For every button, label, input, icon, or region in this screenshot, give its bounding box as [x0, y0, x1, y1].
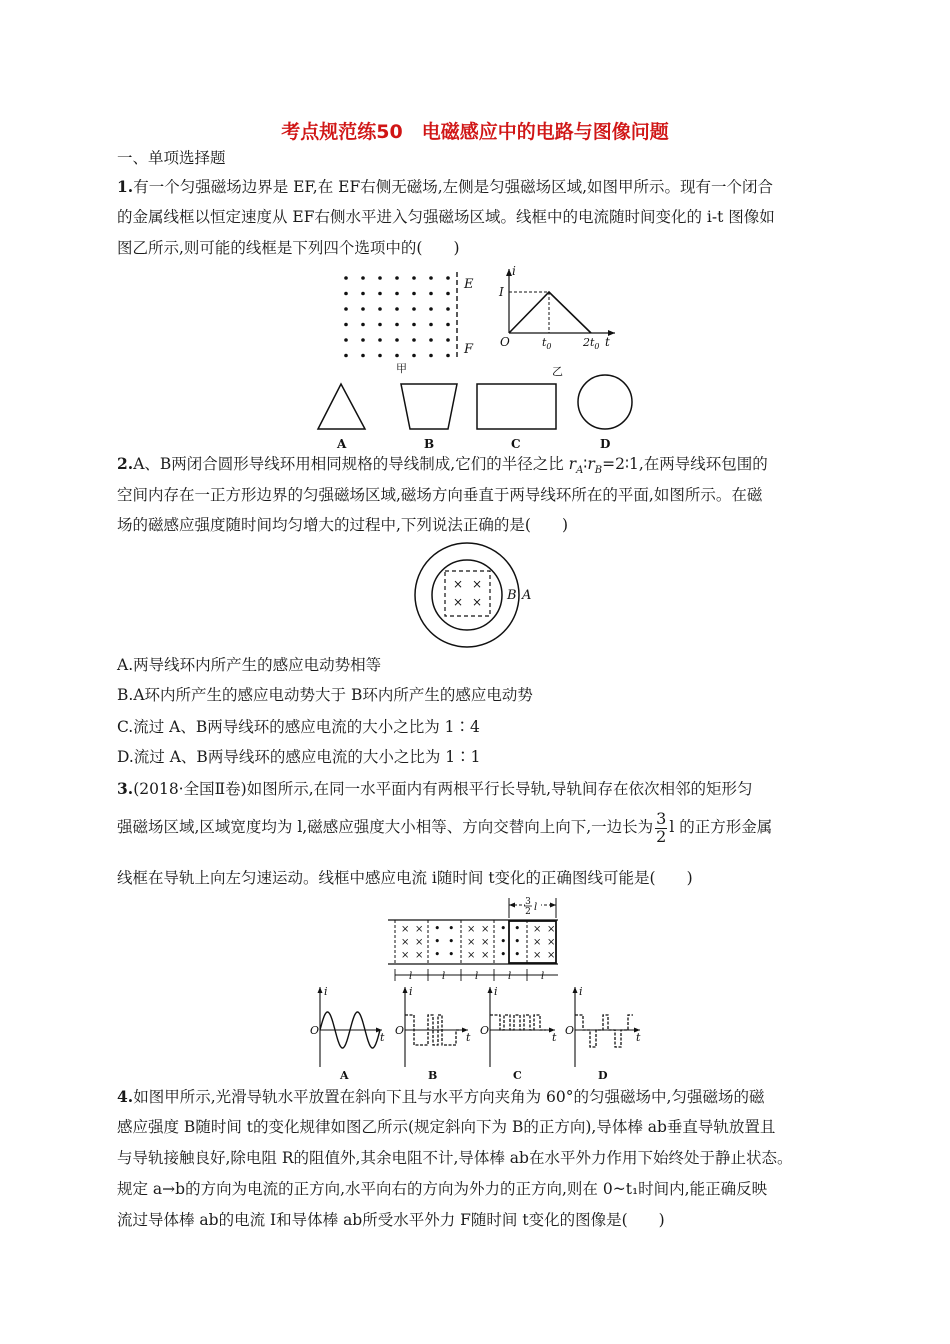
svg-text:t: t [466, 1031, 471, 1044]
option-d-label: D [600, 437, 611, 451]
peak-label: I [499, 285, 504, 299]
graph-c [480, 985, 557, 1082]
field-dot [429, 276, 433, 280]
svg-text:t: t [636, 1031, 641, 1044]
frame-l: l [534, 902, 538, 913]
field-dot [361, 354, 365, 358]
q4-line-4: 规定 a→b的方向为电流的正方向,水平向右的方向为外力的正方向,则在 0~t₁时间内,能正确反映 [117, 1180, 768, 1198]
option-a-label: A [337, 437, 347, 451]
q2-line-1: 2.A、B两闭合圆形导线环用相同规格的导线制成,它们的半径之比 $r_A∶r_B=2∶1$,在两导线环包围的 [117, 454, 768, 477]
label-f: F [464, 342, 474, 357]
field-cross-mark: × [547, 937, 556, 948]
field-dot [344, 276, 348, 280]
field-dot-mark: • [434, 948, 441, 961]
q2-number: 2. [117, 454, 134, 473]
field-dot [378, 292, 382, 296]
field-dot [446, 307, 450, 311]
q3-line-1: 3.(2018·全国Ⅱ卷)如图所示,在同一水平面内有两根平行长导轨,导轨间存在依次相邻的矩形匀 [117, 779, 753, 798]
field-dot [378, 323, 382, 327]
2t0-label: 2t [583, 336, 595, 349]
origin-label: O [500, 335, 510, 349]
field-dot [344, 338, 348, 342]
field-cross-mark: × [533, 937, 542, 948]
field-dot-mark: • [514, 935, 521, 948]
q2-line-2: 空间内存在一正方形边界的匀强磁场区域,磁场方向垂直于两导线环所在的平面,如图所示。在磁 [117, 486, 763, 504]
field-dot [361, 276, 365, 280]
field-dot-mark: • [434, 935, 441, 948]
svg-text:O: O [310, 1024, 320, 1037]
field-dot-mark: • [448, 935, 455, 948]
field-dot [378, 338, 382, 342]
cross-mark: × [472, 577, 483, 591]
rectangle-shape [477, 384, 556, 429]
field-cross-mark: × [481, 950, 490, 961]
field-dot-mark: • [448, 948, 455, 961]
width-label: l [409, 971, 413, 982]
svg-text:O: O [395, 1024, 405, 1037]
q4-number: 4. [117, 1087, 134, 1106]
ring-b-label: B [507, 588, 517, 603]
field-dot [412, 307, 416, 311]
field-dot [429, 354, 433, 358]
field-cross-mark: × [481, 924, 490, 935]
svg-text:C: C [513, 1069, 522, 1082]
fraction-3-2: $\frac{3}{2}$ [656, 808, 667, 846]
svg-text:i: i [324, 985, 328, 998]
q2-line-3: 场的磁感应强度随时间均匀增大的过程中,下列说法正确的是( ) [117, 516, 569, 534]
field-cross-mark: × [467, 924, 476, 935]
field-dot [412, 338, 416, 342]
circle-shape [578, 375, 632, 429]
field-dot [395, 307, 399, 311]
field-dot [361, 323, 365, 327]
q3-figure-strip [388, 893, 563, 988]
axis-i-label: i [512, 264, 516, 278]
svg-text:O: O [480, 1024, 490, 1037]
q2-option-d: D.流过 A、B两导线环的感应电流的大小之比为 1∶1 [117, 748, 481, 766]
frame-frac-den: 2 [525, 907, 531, 917]
field-dot [361, 307, 365, 311]
field-dot [429, 292, 433, 296]
field-dot [344, 354, 348, 358]
option-b-label: B [424, 437, 435, 451]
width-label: l [442, 971, 446, 982]
section-heading: 一、单项选择题 [117, 149, 226, 167]
field-cross-mark: × [481, 937, 490, 948]
field-dot [412, 292, 416, 296]
svg-text:t: t [552, 1031, 557, 1044]
graph-b [395, 985, 471, 1082]
field-dot [446, 323, 450, 327]
width-label: l [541, 971, 545, 982]
field-cross-mark: × [533, 950, 542, 961]
field-dot [361, 338, 365, 342]
field-dot [395, 292, 399, 296]
field-dot [429, 323, 433, 327]
field-cross-mark: × [415, 937, 424, 948]
q1-figure-it-graph [497, 265, 622, 380]
field-dot-mark: • [500, 935, 507, 948]
axis-t-label: t [605, 335, 610, 349]
q2-figure-rings [413, 541, 543, 649]
q1-options-shapes [310, 376, 640, 452]
q1-number: 1. [117, 177, 134, 196]
field-dot-mark: • [500, 948, 507, 961]
q1-line-3: 图乙所示,则可能的线框是下列四个选项中的( ) [117, 239, 460, 257]
field-dot [412, 323, 416, 327]
field-dot-mark: • [434, 922, 441, 935]
field-dot [446, 338, 450, 342]
field-dot [395, 323, 399, 327]
field-dot-mark: • [500, 922, 507, 935]
field-dot [395, 276, 399, 280]
width-label: l [475, 971, 479, 982]
trapezoid-shape [401, 384, 457, 429]
field-dot [412, 276, 416, 280]
field-dot-mark: • [514, 948, 521, 961]
svg-text:D: D [598, 1069, 608, 1082]
field-cross-mark: × [401, 924, 410, 935]
q1-line-1: 1.有一个匀强磁场边界是 EF,在 EF右侧无磁场,左侧是匀强磁场区域,如图甲所示。现有一个闭合 [117, 177, 774, 196]
field-dot [378, 354, 382, 358]
field-dot-mark: • [514, 922, 521, 935]
svg-text:2t0: $2t_0$ [583, 336, 600, 351]
field-dot [446, 276, 450, 280]
q2-option-a: A.两导线环内所产生的感应电动势相等 [117, 656, 382, 674]
field-cross-mark: × [415, 924, 424, 935]
field-cross-mark: × [533, 924, 542, 935]
option-c-label: C [511, 437, 521, 451]
field-dot-mark: • [448, 922, 455, 935]
field-dot [446, 292, 450, 296]
field-cross-mark: × [415, 950, 424, 961]
svg-text:B: B [428, 1069, 438, 1082]
field-cross-mark: × [547, 924, 556, 935]
q1-line-2: 的金属线框以恒定速度从 EF右侧水平进入匀强磁场区域。线框中的电流随时间变化的 i-t 图像如 [117, 208, 775, 226]
label-e: E [464, 277, 474, 292]
field-dot [344, 292, 348, 296]
q3-line-2: 强磁场区域,区域宽度均为 l,磁感应强度大小相等、方向交替向上向下,一边长为 $\frac{3}{2}$ l 的正方形金属 [117, 808, 773, 846]
q4-line-5: 流过导体棒 ab的电流 I和导体棒 ab所受水平外力 F随时间 t变化的图像是( ) [117, 1211, 665, 1229]
graph-a [310, 985, 385, 1082]
cross-mark: × [453, 577, 464, 591]
field-dot [395, 338, 399, 342]
width-label: l [508, 971, 512, 982]
triangle-shape [318, 384, 365, 429]
svg-text:t0: $t_0$ [542, 336, 552, 351]
q2-option-b: B.A环内所产生的感应电动势大于 B环内所产生的感应电动势 [117, 686, 533, 704]
q3-option-graphs [300, 985, 645, 1083]
svg-text:i: i [579, 985, 583, 998]
q3-line-3: 线框在导轨上向左匀速运动。线框中感应电流 i随时间 t变化的正确图线可能是( ) [117, 869, 693, 887]
svg-text:i: i [494, 985, 498, 998]
field-dot [395, 354, 399, 358]
q4-line-1: 4.如图甲所示,光滑导轨水平放置在斜向下且与水平方向夹角为 60°的匀强磁场中,匀强磁场的磁 [117, 1087, 765, 1106]
graph-d [565, 985, 641, 1082]
q4-line-3: 与导轨接触良好,除电阻 R的阻值外,其余电阻不计,导体棒 ab在水平外力作用下始终处于静止状态。 [117, 1149, 793, 1167]
field-dot [412, 354, 416, 358]
q2-option-c: C.流过 A、B两导线环的感应电流的大小之比为 1∶4 [117, 718, 480, 736]
svg-text:i: i [409, 985, 413, 998]
svg-text:t: t [380, 1031, 385, 1044]
t0-label: t [542, 336, 547, 349]
page-title: 考点规范练50 电磁感应中的电路与图像问题 [281, 121, 669, 143]
field-dot [361, 292, 365, 296]
q4-line-2: 感应强度 B随时间 t的变化规律如图乙所示(规定斜向下为 B的正方向),导体棒 ab垂直导轨放置且 [117, 1118, 776, 1136]
ring-a-label: A [522, 588, 532, 603]
field-dot [378, 307, 382, 311]
svg-text:O: O [565, 1024, 575, 1037]
field-dot [446, 354, 450, 358]
svg-text:A: A [340, 1069, 349, 1082]
cross-mark: × [453, 595, 464, 609]
field-dot [429, 307, 433, 311]
field-dot [429, 338, 433, 342]
q1-figure-field [330, 268, 490, 378]
cross-mark: × [472, 595, 483, 609]
field-cross-mark: × [401, 950, 410, 961]
field-cross-mark: × [547, 950, 556, 961]
label-yi: 乙 [552, 365, 563, 378]
field-cross-mark: × [401, 937, 410, 948]
field-cross-mark: × [467, 950, 476, 961]
field-dot [344, 323, 348, 327]
field-dot [344, 307, 348, 311]
field-dot [378, 276, 382, 280]
q3-number: 3. [117, 779, 134, 798]
field-cross-mark: × [467, 937, 476, 948]
label-jia: 甲 [396, 362, 407, 375]
frame-frac-num: 3 [525, 897, 531, 907]
